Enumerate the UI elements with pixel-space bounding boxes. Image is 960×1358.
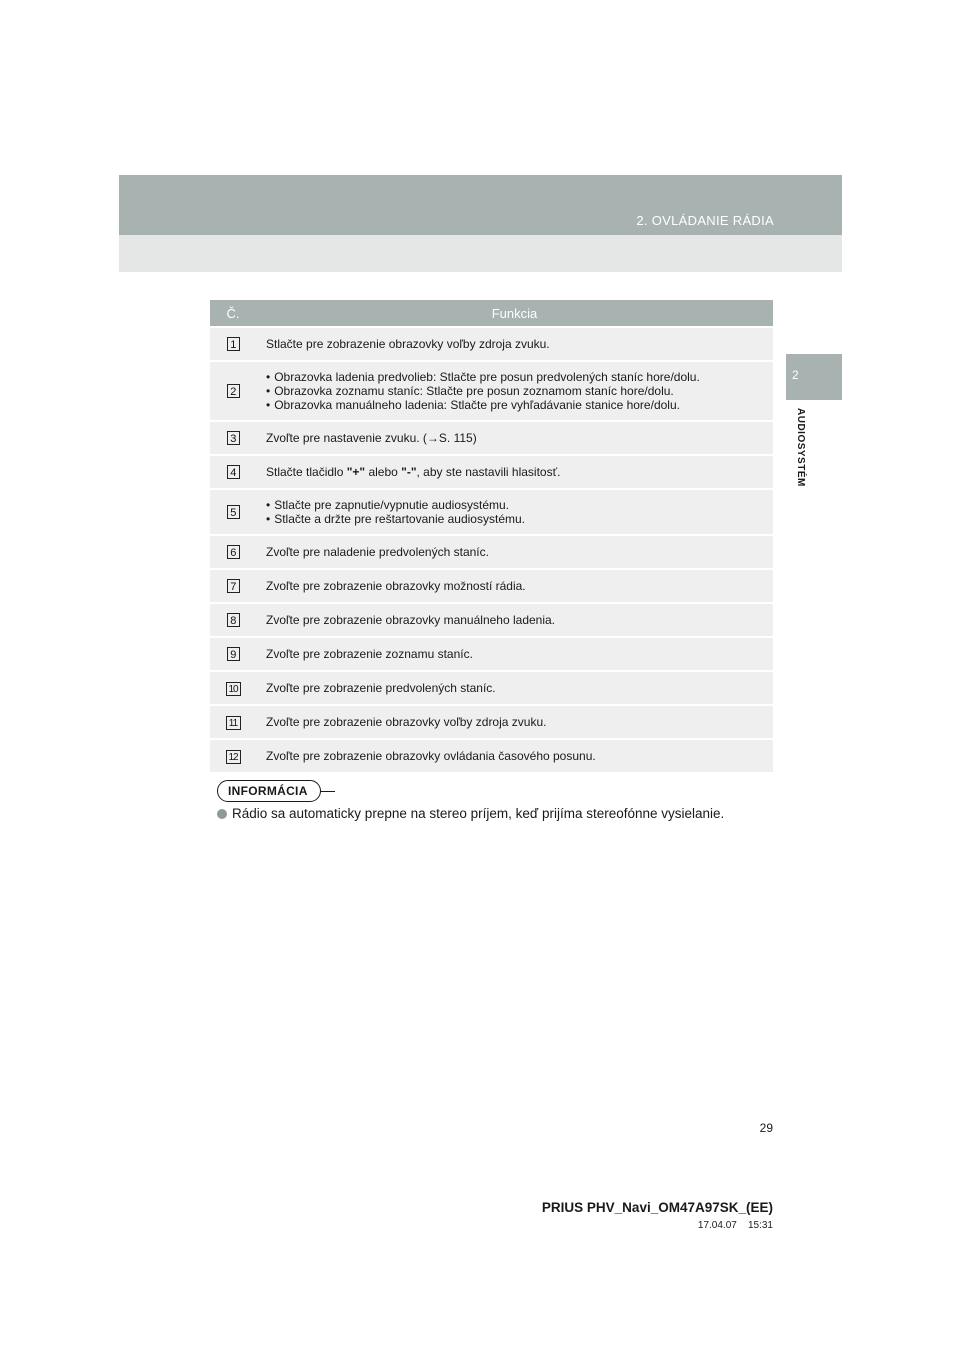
row-text	[256, 456, 773, 488]
bullet-item: • Stlačte pre zapnutie/vypnutie audiosystému.	[266, 498, 765, 512]
table-row	[210, 328, 773, 360]
header-subband	[119, 235, 842, 272]
table-row	[210, 536, 773, 568]
row-number-badge: 4	[227, 465, 240, 479]
row-number-badge: 5	[227, 505, 240, 519]
row-number-badge: 10	[226, 682, 241, 696]
row-text-part: Zvoľte pre nastavenie zvuku. (	[266, 431, 427, 445]
table-row	[210, 740, 773, 772]
row-text: Zvoľte pre zobrazenie obrazovky voľby zdroja zvuku.	[256, 706, 773, 738]
header-band	[119, 175, 842, 235]
row-text: Stlačte pre zobrazenie obrazovky voľby zdroja zvuku.	[256, 328, 773, 360]
row-text-part: , aby ste nastavili hlasitosť.	[416, 465, 561, 479]
row-number-badge: 11	[226, 716, 241, 730]
row-text-part: alebo	[365, 465, 402, 479]
section-title: 2. OVLÁDANIE RÁDIA	[636, 213, 774, 228]
print-timestamp	[698, 1220, 773, 1231]
print-date: 17.04.07	[697, 1220, 737, 1231]
page-number: 29	[759, 1121, 773, 1135]
table-row	[210, 422, 773, 454]
minus-key-label: "-"	[401, 465, 417, 479]
print-time: 15:31	[747, 1220, 773, 1231]
chapter-label: AUDIOSYSTÉM	[795, 408, 806, 487]
row-number-badge: 3	[227, 431, 240, 445]
page-reference: S. 115)	[438, 431, 477, 445]
info-note	[217, 806, 724, 821]
plus-key-label: "+"	[346, 465, 366, 479]
chapter-number: 2	[792, 368, 799, 382]
table-row	[210, 490, 773, 534]
row-text: Zvoľte pre zobrazenie zoznamu staníc.	[256, 638, 773, 670]
row-number-badge: 8	[227, 613, 240, 627]
document-code: PRIUS PHV_Navi_OM47A97SK_(EE)	[541, 1200, 773, 1215]
row-text: Zvoľte pre naladenie predvolených staníc.	[256, 536, 773, 568]
row-number-badge: 1	[227, 337, 240, 351]
table-row	[210, 362, 773, 420]
row-number-badge: 2	[227, 384, 240, 398]
chapter-tab	[786, 354, 842, 400]
bullet-item: • Stlačte a držte pre reštartovanie audiosystému.	[266, 512, 765, 526]
bullet-item: • Obrazovka manuálneho ladenia: Stlačte pre vyhľadávanie stanice hore/dolu.	[266, 398, 765, 412]
row-text: Zvoľte pre zobrazenie obrazovky ovládania časového posunu.	[256, 740, 773, 772]
row-number-badge: 9	[227, 647, 240, 661]
table-row	[210, 456, 773, 488]
info-label: INFORMÁCIA	[217, 780, 321, 802]
row-text: Zvoľte pre zobrazenie obrazovky možností rádia.	[256, 570, 773, 602]
info-note-text: Rádio sa automaticky prepne na stereo príjem, keď prijíma stereofónne vysielanie.	[232, 806, 725, 821]
column-header-number: Č.	[210, 300, 256, 326]
bullet-item: • Obrazovka ladenia predvolieb: Stlačte pre posun predvolených staníc hore/dolu.	[266, 370, 765, 384]
table-header-row	[210, 300, 773, 326]
row-bullets	[256, 490, 773, 534]
row-text: Zvoľte pre zobrazenie predvolených staníc.	[256, 672, 773, 704]
table-row	[210, 570, 773, 602]
bullet-item: • Obrazovka zoznamu staníc: Stlačte pre posun zoznamom staníc hore/dolu.	[266, 384, 765, 398]
row-text	[256, 422, 773, 454]
row-bullets	[256, 362, 773, 420]
row-number-badge: 6	[227, 545, 240, 559]
table-row	[210, 706, 773, 738]
column-header-function: Funkcia	[256, 300, 773, 326]
row-text: Zvoľte pre zobrazenie obrazovky manuálneho ladenia.	[256, 604, 773, 636]
row-number-badge: 12	[226, 750, 241, 764]
function-table	[210, 298, 773, 774]
row-number-badge: 7	[227, 579, 240, 593]
circle-bullet-icon	[217, 809, 227, 819]
table-row	[210, 672, 773, 704]
row-text-part: Stlačte tlačidlo	[266, 465, 347, 479]
table-row	[210, 638, 773, 670]
arrow-icon: →	[426, 431, 439, 445]
table-row	[210, 604, 773, 636]
